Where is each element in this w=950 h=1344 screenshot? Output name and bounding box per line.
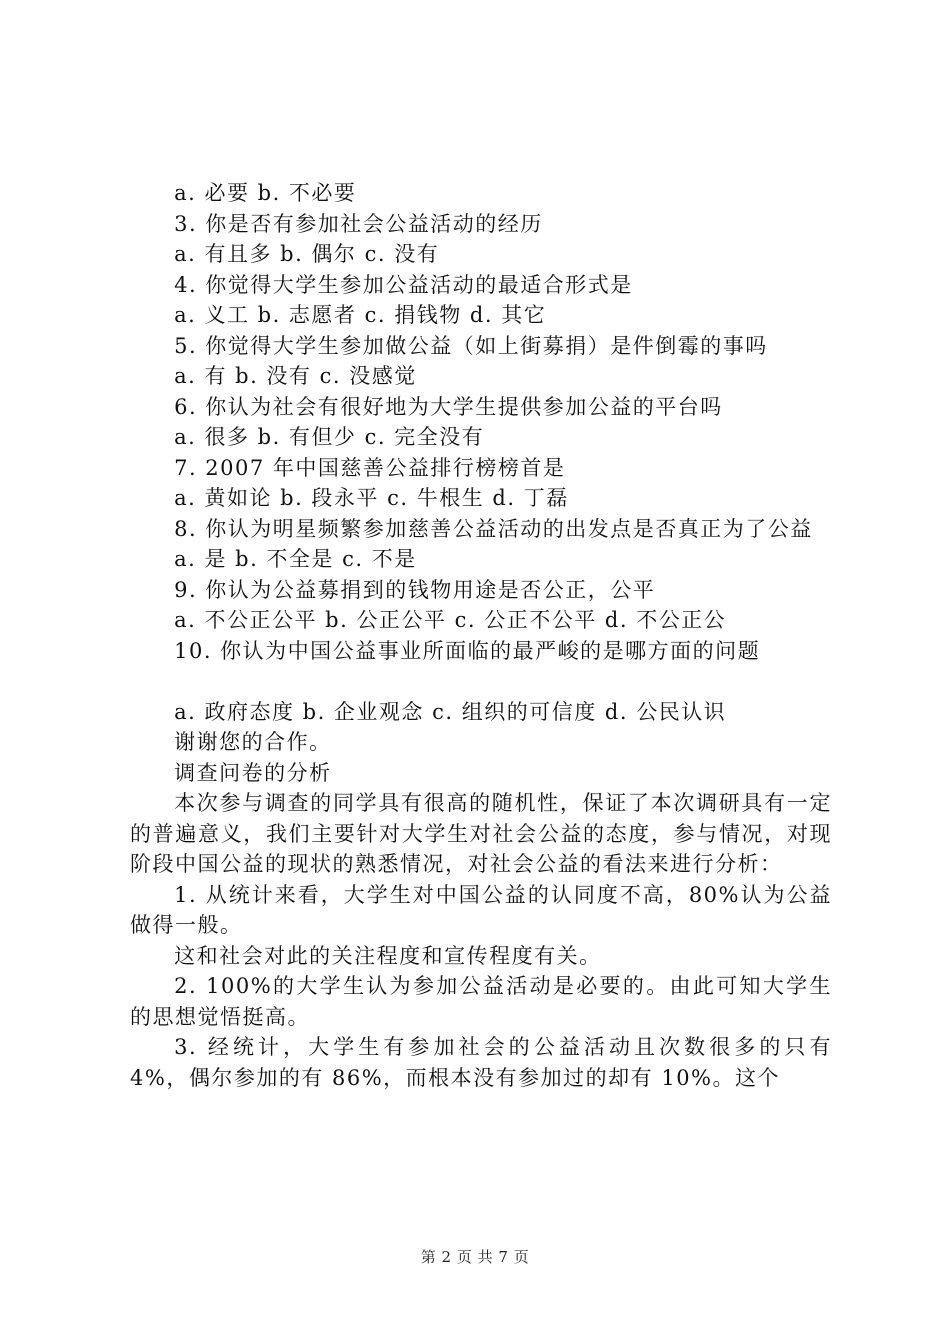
question-line: 3. 你是否有参加社会公益活动的经历 [174, 211, 543, 236]
question-line: a. 不公正公平 b. 公正公平 c. 公正不公平 d. 不公正公 [174, 608, 727, 632]
question-line: a. 是 b. 不全是 c. 不是 [174, 547, 417, 571]
analysis-paragraph: 本次参与调查的同学具有很高的随机性，保证了本次调研具有一定的普遍意义，我们主要针对大学生对社会公益的态度，参与情况，对现阶段中国公益的现状的熟悉情况，对社会公益的看法来进行分析： [130, 791, 832, 876]
question-line: 8. 你认为明星频繁参加慈善公益活动的出发点是否真正为了公益 [174, 516, 813, 541]
question-line: a. 义工 b. 志愿者 c. 捐钱物 d. 其它 [174, 303, 547, 327]
analysis-paragraph: 3. 经统计，大学生有参加社会的公益活动且次数很多的只有 4%，偶尔参加的有 86%，而根本没有参加过的却有 10%。这个 [130, 1035, 832, 1090]
question-line: 4. 你觉得大学生参加公益活动的最适合形式是 [174, 272, 633, 297]
question-line: a. 黄如论 b. 段永平 c. 牛根生 d. 丁磊 [174, 486, 569, 510]
question-line: a. 很多 b. 有但少 c. 完全没有 [174, 425, 485, 449]
analysis-paragraph: 2. 100%的大学生认为参加公益活动是必要的。由此可知大学生的思想觉悟挺高。 [130, 974, 832, 1029]
question-line: 9. 你认为公益募捐到的钱物用途是否公正，公平 [174, 577, 656, 602]
question-line: 7. 2007 年中国慈善公益排行榜榜首是 [174, 455, 566, 480]
question-line: 5. 你觉得大学生参加做公益（如上街募捐）是件倒霉的事吗 [174, 333, 768, 358]
analysis-paragraph: 这和社会对此的关注程度和宣传程度有关。 [174, 943, 602, 968]
question-line: a. 有且多 b. 偶尔 c. 没有 [174, 242, 440, 266]
question-line: a. 有 b. 没有 c. 没感觉 [174, 364, 417, 388]
question-line: a. 必要 b. 不必要 [174, 181, 357, 205]
question-line: 10. 你认为中国公益事业所面临的最严峻的是哪方面的问题 [174, 638, 761, 663]
question-line: 6. 你认为社会有很好地为大学生提供参加公益的平台吗 [174, 394, 723, 419]
analysis-paragraph: 1. 从统计来看，大学生对中国公益的认同度不高，80%认为公益做得一般。 [130, 882, 832, 937]
page-body [130, 178, 832, 1093]
page-footer: 第 2 页 共 7 页 [420, 1248, 530, 1266]
thanks-line: 谢谢您的合作。 [174, 730, 332, 754]
last-options-line: a. 政府态度 b. 企业观念 c. 组织的可信度 d. 公民认识 [174, 699, 727, 724]
analysis-title: 调查问卷的分析 [174, 760, 332, 785]
